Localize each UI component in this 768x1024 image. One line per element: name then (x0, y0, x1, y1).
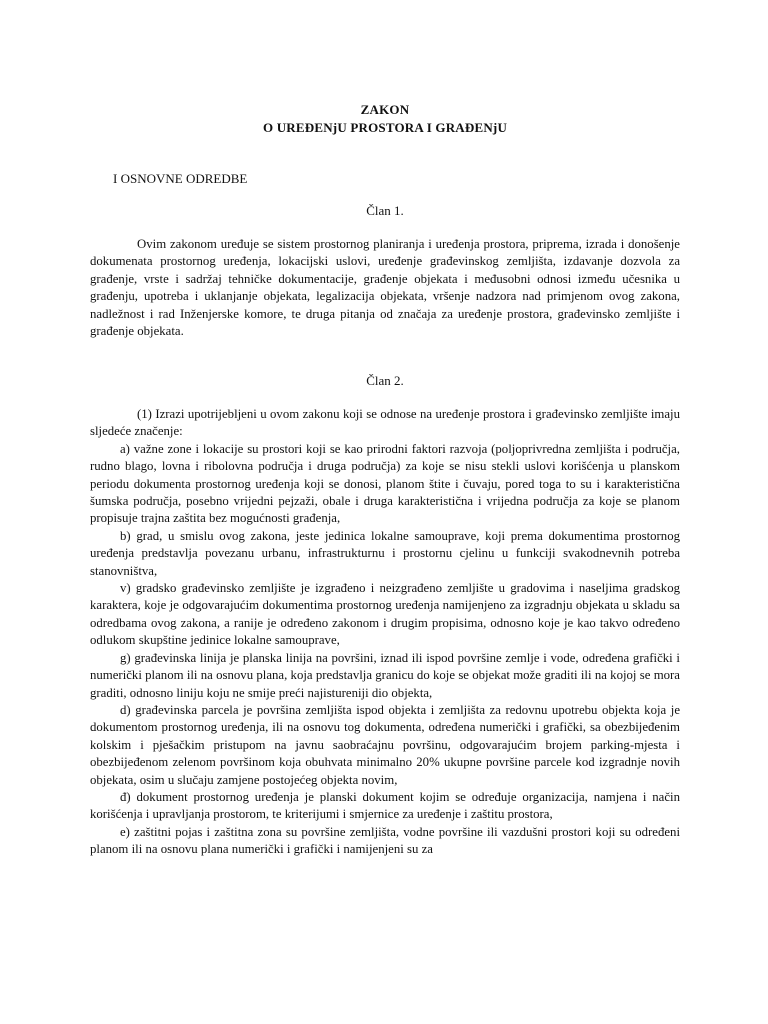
article-2-intro: (1) Izrazi upotrijebljeni u ovom zakonu koji se odnose na uređenje prostora i građevinsko zemljište imaju sljedeće značenje: (90, 407, 680, 439)
article-2-heading: Član 2. (366, 373, 404, 388)
section-heading: I OSNOVNE ODREDBE (113, 171, 248, 186)
definition-item-v: v) gradsko građevinsko zemljište je izgrađeno i neizgrađeno zemljište u gradovima i naseljima gradskog karaktera, koje je odgovarajućim dokumentima prostornog uređenja namijenjeno za izgradnju objekata u skladu sa odredbama ovog zakona, a ranije je određeno zakonom i drugim propisima, odnosno koje je kao takvo određeno odlukom skupštine jedinice lokalne samouprave, (90, 581, 680, 648)
article-2-body (90, 406, 680, 859)
definition-item-b: b) grad, u smislu ovog zakona, jeste jedinica lokalne samouprave, koji prema dokumentima prostornog uređenja predstavlja povezanu urbanu, infrastrukturnu i prostornu cjelinu u funkciji svakodnevnih potreba stanovništva, (90, 528, 680, 578)
definition-item-g: g) građevinska linija je planska linija na površini, iznad ili ispod površine zemlje i vode, određena grafički i numerički planom ili na osnovu plana, koja predstavlja granicu do koje se objekat može graditi ili na kojoj se mora graditi, odnosno liniju koju ne smije preći najistureniji dio objekta, (90, 650, 680, 700)
law-title: ZAKON (360, 102, 410, 117)
definition-item-a: a) važne zone i lokacije su prostori koji se kao prirodni faktori razvoja (poljoprivredna zemljišta i područja, rudno blago, lovna i ribolovna područja i druga područja) za koje se nisu stekli uslovi korišćenja u planskom periodu dokumenta prostornog uređenja koji se donosi, planom štite i čuvaju, pored toga to su i karakteristična šumska područja, posebno vrijedni pejzaži, obale i druga karakteristična i vrijedna područja za koje se planom propisuje trajna zaštita bez mogućnosti građenja, (90, 441, 680, 526)
definition-item-dj: đ) dokument prostornog uređenja je planski dokument kojim se određuje organizacija, namjena i način korišćenja i upravljanja prostorom, te kriterijumi i smjernice za uređenje i zaštitu prostora, (90, 789, 680, 822)
definition-item-d: d) građevinska parcela je površina zemljišta ispod objekta i zemljišta za redovnu upotrebu objekta koja je dokumentom prostornog uređenja, ili na osnovu tog dokumenta, određena numerički i grafički, sa obezbijeđenim kolskim i pješačkim pristupom na javnu saobraćajnu površinu, odgovarajućim brojem parking-mjesta i obezbijeđenom zelenom površinom koja obuhvata minimalno 20% ukupne površine parcele kod izgradnje novih objekata, osim u slučaju zamjene postojećeg objekta novim, (90, 702, 680, 787)
law-subtitle: O UREĐENjU PROSTORA I GRAĐENjU (262, 120, 508, 135)
definition-item-e: e) zaštitni pojas i zaštitna zona su površine zemljišta, vodne površine ili vazdušni prostori koji su određeni planom ili na osnovu plana numerički i grafički i namijenjeni su za (90, 824, 680, 857)
article-1-text: Ovim zakonom uređuje se sistem prostornog planiranja i uređenja prostora, priprema, izrada i donošenje dokumenata prostornog uređenja, lokacijski uslovi, uređenje građevinskog zemljišta, izdavanje dozvola za građenje, vrste i sadržaj tehničke dokumentacije, građenje objekata i međusobni odnosi između učesnika u građenju, upotreba i uklanjanje objekata, legalizacija objekata, vršenje nadzora nad primjenom ovog zakona, nadležnost i rad Inženjerske komore, te druga pitanja od značaja za uređenje prostora, građevinsko zemljište i građenje objekata. (90, 237, 680, 339)
article-1-heading: Član 1. (366, 203, 404, 218)
